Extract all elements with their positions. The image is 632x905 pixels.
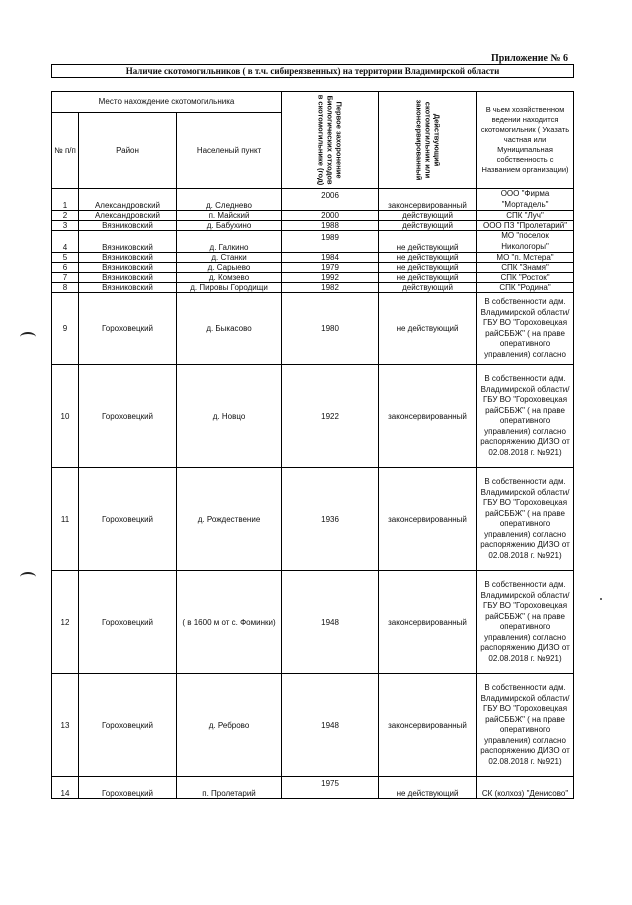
- table-row: [52, 263, 574, 273]
- owner-cell: СПК "Знамя": [477, 263, 574, 273]
- row-number: 14: [52, 777, 79, 799]
- row-number: 9: [52, 293, 79, 365]
- district-cell: Гороховецкий: [79, 571, 177, 674]
- settlement-cell: д. Рождествение: [177, 468, 282, 571]
- settlement-cell: д. Бабухино: [177, 221, 282, 231]
- owner-cell: В собственности адм. Владимирской области/ГБУ ВО "Гороховецкая райСББЖ" ( на праве оперативного управления) согласно распоряжению ДИЗО от 02.08.2018 г. №921): [477, 468, 574, 571]
- year-cell: 1975: [282, 777, 379, 799]
- owner-cell: ООО ПЗ "Пролетарий": [477, 221, 574, 231]
- owner-cell: В собственности адм. Владимирской области/ГБУ ВО "Гороховецкая райСББЖ" ( на праве оперативного управления) согласно распоряжению ДИЗО от 02.08.2018 г. №921): [477, 571, 574, 674]
- row-number: 13: [52, 674, 79, 777]
- district-cell: Вязниковский: [79, 273, 177, 283]
- year-cell: 1948: [282, 674, 379, 777]
- row-number: 3: [52, 221, 79, 231]
- owner-cell: МО "п. Мстера": [477, 253, 574, 263]
- table-row: [52, 293, 574, 365]
- table-row: [52, 283, 574, 293]
- district-cell: Гороховецкий: [79, 365, 177, 468]
- owner-cell: СПК "Родина": [477, 283, 574, 293]
- owner-cell: МО "поселок Никологоры": [477, 231, 574, 253]
- district-cell: Гороховецкий: [79, 293, 177, 365]
- year-cell: 1979: [282, 263, 379, 273]
- owner-cell: СПК "Росток": [477, 273, 574, 283]
- settlement-cell: д. Станки: [177, 253, 282, 263]
- status-cell: действующий: [379, 283, 477, 293]
- owner-cell: В собственности адм. Владимирской области/ГБУ ВО "Гороховецкая райСББЖ" ( на праве оперативного управления) согласно: [477, 293, 574, 365]
- settlement-cell: д. Реброво: [177, 674, 282, 777]
- row-number: 1: [52, 189, 79, 211]
- hole-punch-mark: [20, 332, 36, 342]
- district-cell: Вязниковский: [79, 263, 177, 273]
- status-cell: законсервированный: [379, 468, 477, 571]
- status-cell: законсервированный: [379, 365, 477, 468]
- settlement-cell: п. Пролетарий: [177, 777, 282, 799]
- row-number: 5: [52, 253, 79, 263]
- district-cell: Гороховецкий: [79, 674, 177, 777]
- table-row: [52, 221, 574, 231]
- status-cell: не действующий: [379, 273, 477, 283]
- settlement-cell: д. Быкасово: [177, 293, 282, 365]
- status-cell: действующий: [379, 221, 477, 231]
- settlement-cell: д. Галкино: [177, 231, 282, 253]
- status-cell: действующий: [379, 211, 477, 221]
- table-row: [52, 468, 574, 571]
- district-cell: Гороховецкий: [79, 777, 177, 799]
- burial-sites-table: [51, 91, 574, 799]
- year-cell: 1980: [282, 293, 379, 365]
- table-row: [52, 189, 574, 211]
- district-cell: Вязниковский: [79, 231, 177, 253]
- appendix-label: Приложение № 6: [490, 53, 568, 64]
- row-number: 7: [52, 273, 79, 283]
- year-cell: 1922: [282, 365, 379, 468]
- scan-speck: [600, 598, 602, 600]
- year-cell: 1982: [282, 283, 379, 293]
- row-number: 2: [52, 211, 79, 221]
- row-number: 11: [52, 468, 79, 571]
- settlement-cell: д. Комзево: [177, 273, 282, 283]
- row-number: 4: [52, 231, 79, 253]
- status-cell: не действующий: [379, 231, 477, 253]
- status-cell: не действующий: [379, 777, 477, 799]
- settlement-cell: ( в 1600 м от с. Фоминки): [177, 571, 282, 674]
- table-row: [52, 211, 574, 221]
- status-cell: не действующий: [379, 263, 477, 273]
- year-cell: 2006: [282, 189, 379, 211]
- table-row: [52, 777, 574, 799]
- district-cell: Александровский: [79, 189, 177, 211]
- table-row: [52, 253, 574, 263]
- table-row: [52, 273, 574, 283]
- no-header: № п/п: [52, 112, 79, 188]
- district-cell: Гороховецкий: [79, 468, 177, 571]
- district-cell: Александровский: [79, 211, 177, 221]
- first-burial-header: Первое захоронение Биологических отходов в скотомогильнике (год): [282, 92, 379, 189]
- year-cell: 2000: [282, 211, 379, 221]
- owner-cell: ООО "Фирма "Мортадель": [477, 189, 574, 211]
- table-row: [52, 571, 574, 674]
- district-cell: Вязниковский: [79, 253, 177, 263]
- settlement-cell: п. Майский: [177, 211, 282, 221]
- year-cell: 1984: [282, 253, 379, 263]
- district-cell: Вязниковский: [79, 283, 177, 293]
- location-group-header: Место нахождение скотомогильника: [52, 92, 282, 113]
- settlement-cell: д. Новцо: [177, 365, 282, 468]
- status-cell: не действующий: [379, 253, 477, 263]
- year-cell: 1936: [282, 468, 379, 571]
- settlement-cell: д. Следнево: [177, 189, 282, 211]
- district-header: Район: [79, 112, 177, 188]
- owner-cell: В собственности адм. Владимирской области/ГБУ ВО "Гороховецкая райСББЖ" ( на праве оперативного управления) согласно распоряжению ДИЗО от 02.08.2018 г. №921): [477, 674, 574, 777]
- status-cell: законсервированный: [379, 571, 477, 674]
- document-title: Наличие скотомогильников ( в т.ч. сибиреязвенных) на территории Владимирской области: [51, 64, 574, 78]
- status-cell: законсервированный: [379, 189, 477, 211]
- owner-cell: СК (колхоз) "Денисово": [477, 777, 574, 799]
- row-number: 8: [52, 283, 79, 293]
- settlement-header: Населеный пункт: [177, 112, 282, 188]
- settlement-cell: д. Сарыево: [177, 263, 282, 273]
- year-cell: 1989: [282, 231, 379, 253]
- district-cell: Вязниковский: [79, 221, 177, 231]
- year-cell: 1992: [282, 273, 379, 283]
- owner-cell: СПК "Луч": [477, 211, 574, 221]
- owner-cell: В собственности адм. Владимирской области/ГБУ ВО "Гороховецкая райСББЖ" ( на праве оперативного управления) согласно распоряжению ДИЗО от 02.08.2018 г. №921): [477, 365, 574, 468]
- status-header: Действующий скотомогильник или законсервированный: [379, 92, 477, 189]
- owner-header: В чьем хозяйственном ведении находится скотомогильник ( Указать частная или Муниципальная собственность с Названием организации): [477, 92, 574, 189]
- status-cell: законсервированный: [379, 674, 477, 777]
- hole-punch-mark: [20, 572, 36, 582]
- row-number: 10: [52, 365, 79, 468]
- year-cell: 1988: [282, 221, 379, 231]
- year-cell: 1948: [282, 571, 379, 674]
- status-cell: не действующий: [379, 293, 477, 365]
- table-row: [52, 674, 574, 777]
- settlement-cell: д. Пировы Городищи: [177, 283, 282, 293]
- row-number: 12: [52, 571, 79, 674]
- table-row: [52, 231, 574, 253]
- row-number: 6: [52, 263, 79, 273]
- table-row: [52, 365, 574, 468]
